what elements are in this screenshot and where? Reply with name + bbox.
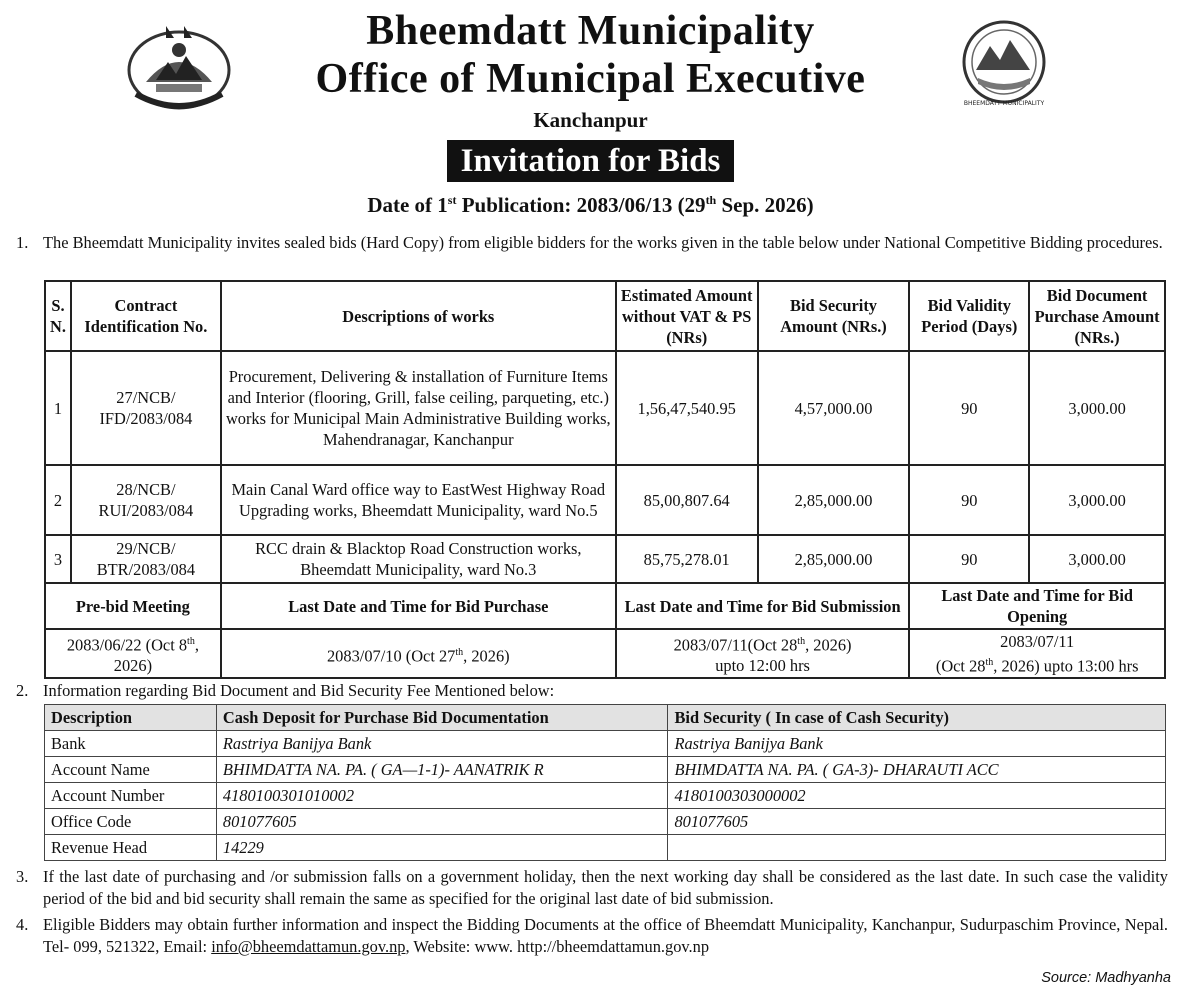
header-validity: Bid Validity Period (Days) <box>909 281 1029 351</box>
table-row: Bank Rastriya Banijya Bank Rastriya Banijya Bank <box>45 731 1166 757</box>
header-contract: Contract Identification No. <box>71 281 221 351</box>
paragraph-2: 2. Information regarding Bid Document and Bid Security Fee Mentioned below: <box>16 681 555 700</box>
header-purchase: Last Date and Time for Bid Purchase <box>221 583 616 629</box>
publication-date: Date of 1st Publication: 2083/06/13 (29th Sep. 2026) <box>367 193 814 217</box>
header-sn: S. N. <box>45 281 71 351</box>
source-credit: Source: Madhyanha <box>1041 970 1171 986</box>
dates-header-row <box>45 583 1165 629</box>
logo-caption: BHEEMDATT MUNICIPALITY <box>963 100 1045 107</box>
prebid-date: 2083/06/22 (Oct 8th, 2026) <box>45 629 221 678</box>
table-row: Revenue Head 14229 <box>45 835 1166 861</box>
header-prebid: Pre-bid Meeting <box>45 583 221 629</box>
header-submission: Last Date and Time for Bid Submission <box>616 583 910 629</box>
table-row: Office Code 801077605 801077605 <box>45 809 1166 835</box>
header-opening: Last Date and Time for Bid Opening <box>909 583 1165 629</box>
email-link[interactable]: info@bheemdattamun.gov.np <box>211 937 406 956</box>
table-row: Account Name BHIMDATTA NA. PA. ( GA—1-1)- AANATRIK R BHIMDATTA NA. PA. ( GA-3)- DHARAUTI ACC <box>45 757 1166 783</box>
paragraph-4: 4. Eligible Bidders may obtain further information and inspect the Bidding Documents at the office of Bheemdatt Municipality, Kanchanpur, Sudurpaschim Province, Nepal. Tel- 099, 521322, Email: info@bheemdattamun.gov.np, Website: www. http://bheemdattamun.gov.np <box>16 915 1168 956</box>
header-estimate: Estimated Amount without VAT & PS (NRs) <box>616 281 758 351</box>
header-security: Bid Security Amount (NRs.) <box>758 281 910 351</box>
paragraph-3: 3. If the last date of purchasing and /or submission falls on a government holiday, then the next working day shall be considered as the last date. In such case the validity period of the bid and bid security shall remain the same as specified for the original last date of bid submission. <box>16 867 1168 908</box>
table-row: 2 28/NCB/ RUI/2083/084 Main Canal Ward office way to EastWest Highway Road Upgrading works, Bheemdatt Municipality, ward No.5 85,00,807.64 2,85,000.00 90 3,000.00 <box>45 465 1165 535</box>
fee-table-header: Description Cash Deposit for Purchase Bid Documentation Bid Security ( In case of Cash Security) <box>45 705 1166 731</box>
dates-row <box>45 629 1165 678</box>
submission-date: 2083/07/11(Oct 28th, 2026) upto 12:00 hrs <box>616 629 910 678</box>
title-office: Office of Municipal Executive <box>315 56 866 102</box>
opening-date: 2083/07/11 (Oct 28th, 2026) upto 13:00 hrs <box>909 629 1165 678</box>
table-row: 1 27/NCB/ IFD/2083/084 Procurement, Delivering & installation of Furniture Items and Interior (flooring, Grill, false ceiling, parqueting, etc.) works for Municipal Main Administrative Building works, Mahendranagar, Kanchanpur 1,56,47,540.95 4,57,000.00 90 3,000.00 <box>45 351 1165 465</box>
invitation-banner: Invitation for Bids <box>447 140 735 182</box>
header-desc: Descriptions of works <box>221 281 616 351</box>
bids-table <box>44 280 1166 679</box>
header-doc: Bid Document Purchase Amount (NRs.) <box>1029 281 1165 351</box>
purchase-date: 2083/07/10 (Oct 27th, 2026) <box>221 629 616 678</box>
table-row: 3 29/NCB/ BTR/2083/084 RCC drain & Blacktop Road Construction works, Bheemdatt Municipality, ward No.3 85,75,278.01 2,85,000.00 90 3,000.00 <box>45 535 1165 583</box>
subtitle-district: Kanchanpur <box>533 108 648 132</box>
table-row: Account Number 4180100301010002 4180100303000002 <box>45 783 1166 809</box>
notice-header <box>0 8 1181 219</box>
fee-table <box>44 704 1166 861</box>
title-municipality: Bheemdatt Municipality <box>366 8 815 54</box>
paragraph-1: 1. The Bheemdatt Municipality invites sealed bids (Hard Copy) from eligible bidders for the works given in the table below under National Competitive Bidding procedures. <box>16 233 1163 252</box>
bids-table-header <box>45 281 1165 351</box>
